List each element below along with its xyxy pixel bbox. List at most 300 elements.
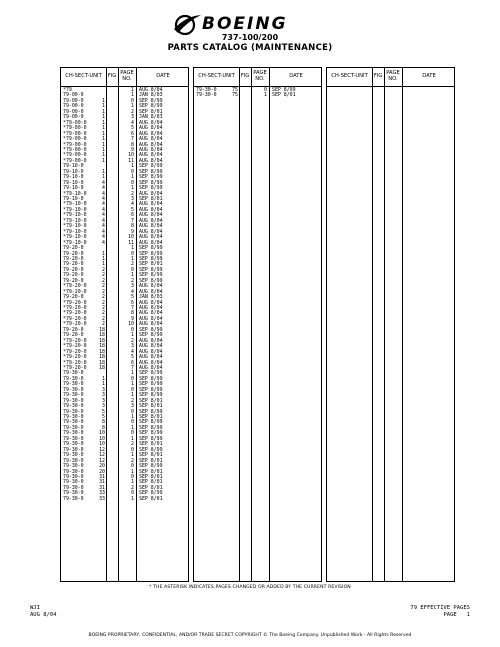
date-cell: SEP 8/99 [139, 266, 163, 273]
date-cell: SEP 8/01 [139, 414, 163, 420]
fig-cell: 18 [99, 364, 105, 371]
page-cell: 10 [128, 321, 134, 328]
chsect-cell: 79-00-0 [63, 97, 84, 104]
page-cell: 0 [131, 473, 134, 480]
chsect-cell: 79-30-0 [63, 430, 84, 437]
date-cell: SEP 8/01 [139, 452, 163, 459]
fig-cell: 3 [102, 392, 105, 399]
date-cell: SEP 8/99 [139, 392, 163, 399]
column-header-date: DATE [156, 73, 170, 80]
date-cell: SEP 8/99 [139, 103, 163, 110]
page-cell: 0 [131, 446, 134, 453]
fig-cell: 2 [102, 294, 105, 301]
date-cell: AUG 8/04 [139, 299, 163, 306]
date-cell: JAN 8/03 [139, 114, 163, 121]
fig-cell: 1 [102, 97, 105, 104]
chsect-cell: 79-20-0 [63, 277, 84, 284]
date-cell: SEP 8/99 [139, 430, 163, 437]
chsect-cell: *79-20-0 [63, 359, 87, 366]
fig-cell: 20 [99, 463, 105, 470]
date-cell: SEP 8/99 [139, 185, 163, 192]
chsect-cell: 79-00-0 [63, 92, 84, 99]
date-cell: SEP 8/99 [139, 332, 163, 339]
asterisk-note: * THE ASTERISK INDICATES PAGES CHANGED OR ADDED BY THE CURRENT REVISION [149, 585, 351, 590]
date-cell: SEP 8/01 [139, 495, 163, 502]
page-cell: 2 [131, 190, 134, 197]
table-row [61, 497, 188, 502]
date-cell: AUG 8/04 [139, 283, 163, 290]
date-cell: AUG 8/04 [139, 152, 163, 159]
table-header [194, 68, 321, 87]
fig-cell: 75 [232, 87, 238, 93]
column-divider [372, 68, 373, 581]
fig-cell: 8 [102, 419, 105, 426]
chsect-cell: 79-20-0 [63, 255, 84, 262]
page-cell: 1 [131, 424, 134, 431]
fig-cell: 12 [99, 446, 105, 453]
date-cell: AUG 8/04 [139, 337, 163, 344]
page-cell: 10 [128, 152, 134, 159]
chsect-cell: *79-10-0 [63, 228, 87, 235]
chsect-cell: *79-20-0 [63, 299, 87, 306]
chsect-cell: 79-20-0 [63, 266, 84, 273]
date-cell: SEP 8/99 [139, 490, 163, 497]
chsect-cell: 79-10-0 [63, 196, 84, 202]
fig-cell: 2 [102, 310, 105, 317]
fig-cell: 20 [99, 468, 105, 475]
page-cell: 8 [131, 141, 134, 148]
fig-cell: 75 [232, 92, 238, 99]
chsect-cell: 79-10-0 [63, 163, 84, 170]
date-cell: SEP 8/99 [139, 255, 163, 262]
page-cell: 3 [131, 114, 134, 121]
fig-cell: 2 [102, 315, 105, 322]
fig-cell: 2 [102, 305, 105, 311]
fig-cell: 4 [102, 206, 105, 213]
page-cell: 2 [131, 457, 134, 464]
chsect-cell: 79-20-0 [63, 326, 84, 333]
column-header-chsect: CH-SECT-UNIT [65, 73, 102, 80]
chsect-cell: *79-10-0 [63, 212, 87, 219]
date-cell: JAN 8/03 [139, 294, 163, 301]
chsect-cell: 79-30-0 [63, 370, 84, 377]
fig-cell: 5 [102, 414, 105, 420]
page-cell: 7 [131, 217, 134, 224]
date-cell: AUG 8/04 [139, 190, 163, 197]
date-cell: SEP 8/99 [139, 381, 163, 388]
page-cell: 10 [128, 234, 134, 241]
page-cell: 0 [131, 490, 134, 497]
chsect-cell: 79-30-0 [63, 403, 84, 410]
fig-cell: 1 [102, 125, 105, 132]
fig-cell: 1 [102, 381, 105, 388]
date-cell: SEP 8/99 [139, 370, 163, 377]
page-cell: 1 [131, 332, 134, 339]
fig-cell: 4 [102, 179, 105, 186]
page-cell: 6 [131, 359, 134, 366]
date-cell: AUG 8/04 [139, 223, 163, 230]
fig-cell: 2 [102, 277, 105, 284]
chsect-cell: *79-10-0 [63, 234, 87, 241]
page-cell: 1 [131, 185, 134, 192]
chsect-cell: 79-30-0 [63, 435, 84, 442]
page-cell: 1 [131, 92, 134, 99]
chsect-cell: *79-00-0 [63, 130, 87, 137]
chsect-cell: 79-30-0 [63, 495, 84, 502]
fig-cell: 31 [99, 484, 105, 491]
fig-cell: 2 [102, 272, 105, 279]
date-cell: SEP 8/99 [139, 326, 163, 333]
date-cell: AUG 8/04 [139, 228, 163, 235]
date-cell: AUG 8/04 [139, 239, 163, 246]
date-cell: AUG 8/04 [139, 321, 163, 328]
fig-cell: 4 [102, 223, 105, 230]
fig-cell: 4 [102, 190, 105, 197]
chsect-cell: 79-00-0 [63, 114, 84, 121]
date-cell: SEP 8/99 [139, 272, 163, 279]
chsect-cell: *79-00-0 [63, 157, 87, 164]
page-cell: 5 [131, 354, 134, 361]
date-cell: SEP 8/01 [139, 196, 163, 202]
chsect-cell: *79-20-0 [63, 321, 87, 328]
date-cell: SEP 8/01 [139, 441, 163, 448]
effective-pages-table-1 [60, 67, 189, 582]
chsect-cell: *79-20-0 [63, 288, 87, 295]
chsect-cell: 79-30-0 [63, 414, 84, 420]
page-cell: 0 [131, 168, 134, 175]
page-number: PAGE 1 [443, 612, 470, 618]
date-cell: AUG 8/04 [139, 125, 163, 132]
column-header-chsect: CH-SECT-UNIT [331, 73, 368, 80]
fig-cell: 3 [102, 403, 105, 410]
date-cell: SEP 8/99 [139, 375, 163, 382]
chsect-cell: *79-10-0 [63, 190, 87, 197]
chsect-cell: 79-00-0 [63, 108, 84, 115]
page-cell: 1 [131, 392, 134, 399]
fig-cell: 1 [102, 250, 105, 257]
fig-cell: 33 [99, 490, 105, 497]
column-divider [251, 68, 252, 581]
chsect-cell: 79-30-0 [63, 468, 84, 475]
page-cell: 1 [131, 245, 134, 252]
page-cell: 0 [131, 386, 134, 393]
page-cell: 11 [128, 239, 134, 246]
date-cell: SEP 8/01 [139, 261, 163, 268]
fig-cell: 4 [102, 234, 105, 241]
page-cell: 2 [131, 441, 134, 448]
page-cell: 0 [131, 97, 134, 104]
chsect-cell: *79-00-0 [63, 146, 87, 153]
page-cell: 4 [131, 348, 134, 355]
revision-date: AUG 8/04 [30, 612, 57, 618]
date-cell: AUG 8/04 [139, 119, 163, 126]
chsect-cell: 79-30-0 [63, 419, 84, 426]
page-cell: 1 [131, 468, 134, 475]
page-cell: 1 [131, 414, 134, 420]
date-cell: AUG 8/04 [139, 206, 163, 213]
date-cell: SEP 8/99 [139, 168, 163, 175]
page-cell: 2 [131, 337, 134, 344]
page-cell: 1 [131, 381, 134, 388]
page-cell: 8 [131, 223, 134, 230]
date-cell: SEP 8/99 [139, 245, 163, 252]
chsect-cell: 79-30-0 [63, 386, 84, 393]
page-cell: 7 [131, 136, 134, 143]
date-cell: SEP 8/01 [139, 479, 163, 486]
fig-cell: 1 [102, 255, 105, 262]
footer-right [410, 605, 470, 619]
chsect-cell: *79-10-0 [63, 201, 87, 208]
chsect-cell: 79-10-0 [63, 185, 84, 192]
column-header-fig: FIG [240, 73, 250, 80]
page-cell: 1 [131, 495, 134, 502]
date-cell: AUG 8/04 [139, 343, 163, 350]
page-cell: 1 [131, 435, 134, 442]
page-cell: 6 [131, 212, 134, 219]
page-cell: 1 [131, 272, 134, 279]
page-cell: 5 [131, 125, 134, 132]
table-row [194, 93, 321, 98]
date-cell: AUG 8/04 [139, 141, 163, 148]
date-cell: SEP 8/99 [139, 174, 163, 181]
fig-cell: 4 [102, 239, 105, 246]
fig-cell: 1 [102, 141, 105, 148]
chsect-cell: *79-20-0 [63, 364, 87, 371]
date-cell: AUG 8/04 [139, 288, 163, 295]
date-cell: AUG 8/04 [139, 234, 163, 241]
chsect-cell: *79-20-0 [63, 343, 87, 350]
fig-cell: 2 [102, 288, 105, 295]
chsect-cell: 79-30-0 [63, 397, 84, 404]
brand-name: BOEING [202, 14, 288, 34]
page-cell: 0 [131, 419, 134, 426]
page-cell: 8 [131, 310, 134, 317]
fig-cell: 18 [99, 332, 105, 339]
fig-cell: 18 [99, 359, 105, 366]
page-cell: 0 [131, 430, 134, 437]
fig-cell: 1 [102, 168, 105, 175]
page-cell: 4 [131, 119, 134, 126]
fig-cell: 4 [102, 196, 105, 202]
date-cell: SEP 8/99 [139, 97, 163, 104]
page-cell: 5 [131, 294, 134, 301]
fig-cell: 18 [99, 348, 105, 355]
page-cell: 1 [131, 87, 134, 93]
page-cell: 3 [131, 196, 134, 202]
date-cell: SEP 8/01 [139, 397, 163, 404]
fig-cell: 1 [102, 108, 105, 115]
chsect-cell: 79-30-0 [63, 479, 84, 486]
fig-cell: 8 [102, 424, 105, 431]
fig-cell: 4 [102, 212, 105, 219]
date-cell: AUG 8/04 [139, 315, 163, 322]
chsect-cell: *79-00-0 [63, 125, 87, 132]
date-cell: AUG 8/04 [139, 348, 163, 355]
chsect-cell: *79-10-0 [63, 223, 87, 230]
date-cell: SEP 8/01 [139, 473, 163, 480]
date-cell: SEP 8/99 [139, 386, 163, 393]
chsect-cell: 79-30-0 [63, 446, 84, 453]
date-cell: SEP 8/99 [272, 87, 296, 93]
fig-cell: 4 [102, 185, 105, 192]
date-cell: AUG 8/04 [139, 157, 163, 164]
page-cell: 0 [131, 266, 134, 273]
chsect-cell: 79-30-0 [196, 87, 217, 93]
page-cell: 3 [131, 343, 134, 350]
fig-cell: 10 [99, 435, 105, 442]
date-cell: AUG 8/04 [139, 305, 163, 311]
chsect-cell: 79-20-0 [63, 294, 84, 301]
chsect-cell: 79-00-0 [63, 103, 84, 110]
chsect-cell: 79-30-0 [63, 457, 84, 464]
effective-pages-table-2 [193, 67, 322, 582]
chsect-cell: *79-00-0 [63, 152, 87, 159]
fig-cell: 1 [102, 103, 105, 110]
date-cell: SEP 8/99 [139, 424, 163, 431]
fig-cell: 10 [99, 441, 105, 448]
fig-cell: 12 [99, 457, 105, 464]
fig-cell: 2 [102, 283, 105, 290]
column-header-date: DATE [289, 73, 303, 80]
footer-left [30, 605, 57, 619]
fig-cell: 4 [102, 228, 105, 235]
page-title: PARTS CATALOG (MAINTENANCE) [167, 43, 333, 53]
fig-cell: 4 [102, 201, 105, 208]
date-cell: AUG 8/04 [139, 310, 163, 317]
chsect-cell: 79-20-0 [63, 272, 84, 279]
date-cell: AUG 8/04 [139, 87, 163, 93]
date-cell: AUG 8/04 [139, 136, 163, 143]
page-cell: 5 [131, 206, 134, 213]
date-cell: JAN 8/03 [139, 92, 163, 99]
date-cell: AUG 8/04 [139, 359, 163, 366]
chsect-cell: *79-20-0 [63, 305, 87, 311]
chsect-cell: *79-10-0 [63, 239, 87, 246]
chsect-cell: 79-30-0 [63, 452, 84, 459]
page-cell: 1 [131, 163, 134, 170]
chsect-cell: 79-30-0 [63, 490, 84, 497]
chsect-cell: *79-20-0 [63, 348, 87, 355]
chsect-cell: 79-10-0 [63, 168, 84, 175]
chsect-cell: *79-00-0 [63, 119, 87, 126]
chsect-cell: 79-30-0 [63, 484, 84, 491]
chsect-cell: 79-30-0 [63, 441, 84, 448]
chsect-cell: 79-10-0 [63, 174, 84, 181]
page-cell: 0 [264, 87, 267, 93]
column-divider [402, 68, 403, 581]
fig-cell: 2 [102, 299, 105, 306]
effective-pages-table-3 [326, 67, 455, 582]
page-cell: 1 [131, 370, 134, 377]
column-header-page: PAGE NO. [120, 70, 134, 82]
fig-cell: 18 [99, 337, 105, 344]
column-header-chsect: CH-SECT-UNIT [198, 73, 235, 80]
fig-cell: 2 [102, 266, 105, 273]
page-cell: 0 [131, 463, 134, 470]
page-cell: 3 [131, 403, 134, 410]
date-cell: SEP 8/01 [139, 468, 163, 475]
date-cell: SEP 8/01 [139, 484, 163, 491]
page-cell: 2 [131, 484, 134, 491]
fig-cell: 10 [99, 430, 105, 437]
fig-cell: 1 [102, 114, 105, 121]
page-cell: 0 [131, 375, 134, 382]
fig-cell: 18 [99, 343, 105, 350]
column-divider [269, 68, 270, 581]
chsect-cell: 79-30-0 [63, 473, 84, 480]
page-cell: 11 [128, 157, 134, 164]
chsect-cell: *79-20-0 [63, 310, 87, 317]
table-header [61, 68, 188, 87]
date-cell: SEP 8/99 [139, 250, 163, 257]
page-cell: 2 [131, 397, 134, 404]
column-header-fig: FIG [373, 73, 383, 80]
chsect-cell: *79-20-0 [63, 283, 87, 290]
chsect-cell: 79-30-0 [63, 375, 84, 382]
chsect-cell: 79-10-0 [63, 179, 84, 186]
fig-cell: 12 [99, 452, 105, 459]
page-cell: 9 [131, 228, 134, 235]
fig-cell: 1 [102, 261, 105, 268]
date-cell: SEP 8/99 [139, 179, 163, 186]
date-cell: SEP 8/99 [139, 463, 163, 470]
proprietary-notice: BOEING PROPRIETARY, CONFIDENTIAL, AND/OR TRADE SECRET COPYRIGHT © The Boeing Company. Unpublished Work - All Rights Reserved [88, 633, 412, 638]
page-cell: 1 [131, 452, 134, 459]
date-cell: SEP 8/99 [139, 419, 163, 426]
chsect-cell: 79-30-0 [63, 424, 84, 431]
fig-cell: 1 [102, 130, 105, 137]
fig-cell: 1 [102, 136, 105, 143]
page-cell: 3 [131, 283, 134, 290]
page-cell: 6 [131, 130, 134, 137]
date-cell: AUG 8/04 [139, 130, 163, 137]
date-cell: SEP 8/99 [139, 435, 163, 442]
page-cell: 1 [264, 92, 267, 99]
fig-cell: 1 [102, 157, 105, 164]
chsect-cell: 79-20-0 [63, 261, 84, 268]
fig-cell: 1 [102, 119, 105, 126]
date-cell: SEP 8/99 [139, 446, 163, 453]
fig-cell: 2 [102, 321, 105, 328]
chsect-cell: 79-20-0 [63, 332, 84, 339]
page-cell: 2 [131, 261, 134, 268]
date-cell: SEP 8/01 [139, 403, 163, 410]
chsect-cell: 79-30-0 [63, 381, 84, 388]
chsect-cell: *79-20-0 [63, 315, 87, 322]
fig-cell: 1 [102, 375, 105, 382]
page-cell: 7 [131, 305, 134, 311]
date-cell: SEP 8/01 [272, 92, 296, 99]
page-cell: 4 [131, 201, 134, 208]
date-cell: AUG 8/04 [139, 364, 163, 371]
date-cell: SEP 8/99 [139, 163, 163, 170]
page-cell: 0 [131, 408, 134, 415]
page-cell: 9 [131, 146, 134, 153]
chsect-cell: 79-30-0 [63, 463, 84, 470]
date-cell: SEP 8/01 [139, 457, 163, 464]
chsect-cell: *79-00-0 [63, 136, 87, 143]
column-divider [239, 68, 240, 581]
column-header-fig: FIG [107, 73, 117, 80]
page-cell: 1 [131, 103, 134, 110]
fig-cell: 18 [99, 326, 105, 333]
page-cell: 2 [131, 108, 134, 115]
chsect-cell: 79-20-0 [63, 250, 84, 257]
date-cell: SEP 8/01 [139, 108, 163, 115]
page-cell: 7 [131, 364, 134, 371]
fig-cell: 31 [99, 473, 105, 480]
date-cell: SEP 8/99 [139, 277, 163, 284]
